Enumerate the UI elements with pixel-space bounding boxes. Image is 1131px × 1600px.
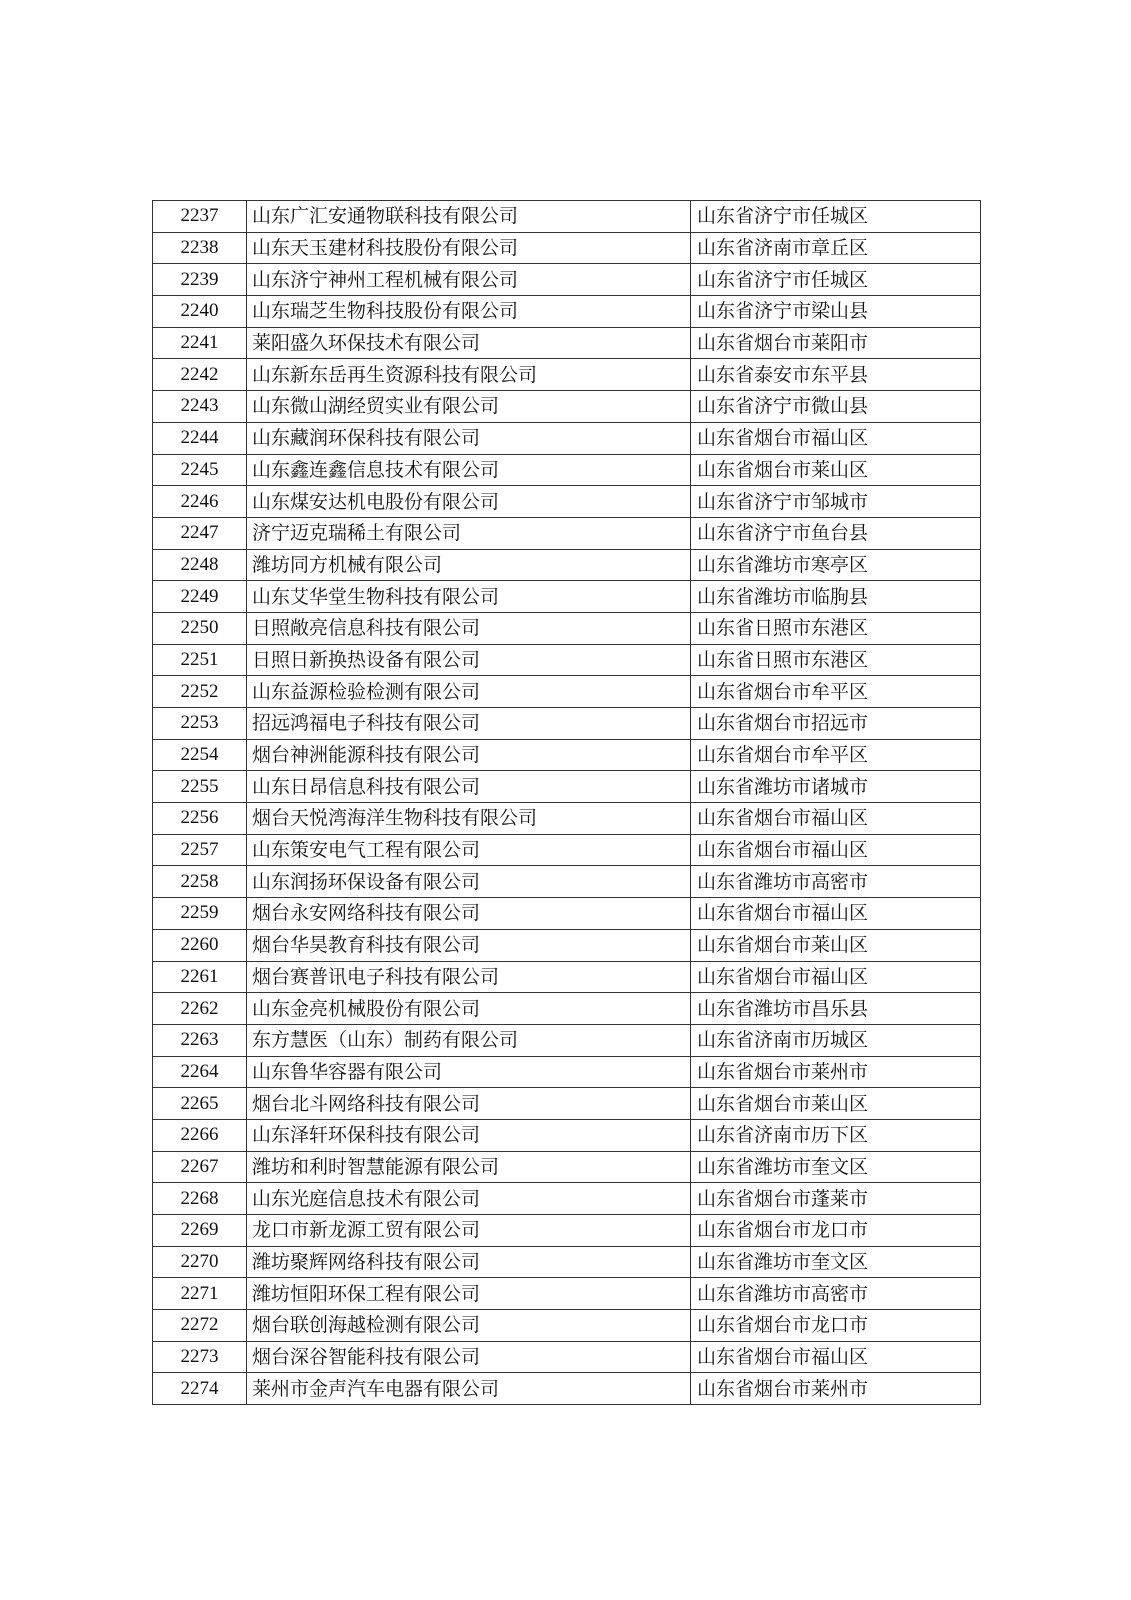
location-cell: 山东省济宁市鱼台县 [691, 517, 981, 549]
location-cell: 山东省济南市历下区 [691, 1119, 981, 1151]
location-cell: 山东省潍坊市高密市 [691, 866, 981, 898]
table-row [153, 771, 981, 803]
table-row [153, 264, 981, 296]
row-number-cell: 2252 [153, 676, 247, 708]
company-name-cell: 烟台神洲能源科技有限公司 [247, 739, 691, 771]
row-number-cell: 2254 [153, 739, 247, 771]
company-name-cell: 烟台永安网络科技有限公司 [247, 898, 691, 930]
company-name-cell: 山东艾华堂生物科技有限公司 [247, 581, 691, 613]
location-cell: 山东省潍坊市寒亭区 [691, 549, 981, 581]
company-name-cell: 潍坊和利时智慧能源有限公司 [247, 1151, 691, 1183]
company-name-cell: 山东鑫连鑫信息技术有限公司 [247, 454, 691, 486]
company-name-cell: 招远鸿福电子科技有限公司 [247, 708, 691, 740]
table-row [153, 201, 981, 233]
table-row [153, 961, 981, 993]
row-number-cell: 2259 [153, 898, 247, 930]
company-name-cell: 山东益源检验检测有限公司 [247, 676, 691, 708]
location-cell: 山东省烟台市莱阳市 [691, 327, 981, 359]
location-cell: 山东省济宁市微山县 [691, 391, 981, 423]
row-number-cell: 2268 [153, 1183, 247, 1215]
table-row [153, 676, 981, 708]
company-name-cell: 莱州市金声汽车电器有限公司 [247, 1373, 691, 1405]
row-number-cell: 2243 [153, 391, 247, 423]
table-row [153, 1056, 981, 1088]
table-row [153, 803, 981, 835]
table-row [153, 1310, 981, 1342]
table-row [153, 1278, 981, 1310]
row-number-cell: 2271 [153, 1278, 247, 1310]
location-cell: 山东省潍坊市奎文区 [691, 1246, 981, 1278]
company-name-cell: 烟台华昊教育科技有限公司 [247, 929, 691, 961]
row-number-cell: 2267 [153, 1151, 247, 1183]
row-number-cell: 2258 [153, 866, 247, 898]
row-number-cell: 2266 [153, 1119, 247, 1151]
company-name-cell: 烟台联创海越检测有限公司 [247, 1310, 691, 1342]
location-cell: 山东省济南市章丘区 [691, 232, 981, 264]
row-number-cell: 2246 [153, 486, 247, 518]
location-cell: 山东省济南市历城区 [691, 1024, 981, 1056]
row-number-cell: 2269 [153, 1215, 247, 1247]
table-row [153, 296, 981, 328]
table-row [153, 1215, 981, 1247]
location-cell: 山东省烟台市福山区 [691, 834, 981, 866]
row-number-cell: 2240 [153, 296, 247, 328]
company-name-cell: 日照日新换热设备有限公司 [247, 644, 691, 676]
location-cell: 山东省泰安市东平县 [691, 359, 981, 391]
row-number-cell: 2253 [153, 708, 247, 740]
location-cell: 山东省潍坊市高密市 [691, 1278, 981, 1310]
location-cell: 山东省烟台市福山区 [691, 1341, 981, 1373]
company-name-cell: 烟台赛普讯电子科技有限公司 [247, 961, 691, 993]
row-number-cell: 2270 [153, 1246, 247, 1278]
row-number-cell: 2263 [153, 1024, 247, 1056]
location-cell: 山东省济宁市梁山县 [691, 296, 981, 328]
row-number-cell: 2257 [153, 834, 247, 866]
location-cell: 山东省潍坊市临朐县 [691, 581, 981, 613]
row-number-cell: 2238 [153, 232, 247, 264]
location-cell: 山东省日照市东港区 [691, 612, 981, 644]
company-list-table [152, 200, 981, 1405]
company-name-cell: 烟台深谷智能科技有限公司 [247, 1341, 691, 1373]
location-cell: 山东省烟台市莱州市 [691, 1373, 981, 1405]
company-name-cell: 莱阳盛久环保技术有限公司 [247, 327, 691, 359]
row-number-cell: 2245 [153, 454, 247, 486]
company-name-cell: 山东鲁华容器有限公司 [247, 1056, 691, 1088]
table-row [153, 834, 981, 866]
location-cell: 山东省济宁市邹城市 [691, 486, 981, 518]
row-number-cell: 2255 [153, 771, 247, 803]
company-name-cell: 山东瑞芝生物科技股份有限公司 [247, 296, 691, 328]
row-number-cell: 2242 [153, 359, 247, 391]
table-row [153, 1119, 981, 1151]
table-row [153, 644, 981, 676]
row-number-cell: 2272 [153, 1310, 247, 1342]
location-cell: 山东省烟台市龙口市 [691, 1310, 981, 1342]
table-row [153, 929, 981, 961]
company-name-cell: 烟台北斗网络科技有限公司 [247, 1088, 691, 1120]
table-row [153, 1024, 981, 1056]
location-cell: 山东省烟台市莱州市 [691, 1056, 981, 1088]
company-name-cell: 山东天玉建材科技股份有限公司 [247, 232, 691, 264]
company-name-cell: 山东广汇安通物联科技有限公司 [247, 201, 691, 233]
row-number-cell: 2251 [153, 644, 247, 676]
table-row [153, 422, 981, 454]
row-number-cell: 2237 [153, 201, 247, 233]
company-name-cell: 东方慧医（山东）制药有限公司 [247, 1024, 691, 1056]
row-number-cell: 2248 [153, 549, 247, 581]
location-cell: 山东省烟台市牟平区 [691, 739, 981, 771]
table-row [153, 327, 981, 359]
company-name-cell: 山东藏润环保科技有限公司 [247, 422, 691, 454]
table-row [153, 1183, 981, 1215]
location-cell: 山东省日照市东港区 [691, 644, 981, 676]
table-row [153, 898, 981, 930]
row-number-cell: 2241 [153, 327, 247, 359]
location-cell: 山东省烟台市招远市 [691, 708, 981, 740]
table-row [153, 1341, 981, 1373]
row-number-cell: 2256 [153, 803, 247, 835]
row-number-cell: 2265 [153, 1088, 247, 1120]
table-row [153, 232, 981, 264]
company-name-cell: 济宁迈克瑞稀土有限公司 [247, 517, 691, 549]
company-name-cell: 山东泽轩环保科技有限公司 [247, 1119, 691, 1151]
table-row [153, 739, 981, 771]
table-row [153, 581, 981, 613]
location-cell: 山东省烟台市福山区 [691, 803, 981, 835]
company-name-cell: 潍坊聚辉网络科技有限公司 [247, 1246, 691, 1278]
company-name-cell: 日照敞亮信息科技有限公司 [247, 612, 691, 644]
table-row [153, 486, 981, 518]
company-name-cell: 山东日昂信息科技有限公司 [247, 771, 691, 803]
row-number-cell: 2260 [153, 929, 247, 961]
table-row [153, 454, 981, 486]
location-cell: 山东省烟台市福山区 [691, 898, 981, 930]
company-name-cell: 烟台天悦湾海洋生物科技有限公司 [247, 803, 691, 835]
company-name-cell: 山东微山湖经贸实业有限公司 [247, 391, 691, 423]
table-row [153, 612, 981, 644]
location-cell: 山东省烟台市莱山区 [691, 454, 981, 486]
table-row [153, 1151, 981, 1183]
row-number-cell: 2249 [153, 581, 247, 613]
company-name-cell: 山东金亮机械股份有限公司 [247, 993, 691, 1025]
row-number-cell: 2274 [153, 1373, 247, 1405]
row-number-cell: 2239 [153, 264, 247, 296]
table-row [153, 1088, 981, 1120]
table-row [153, 708, 981, 740]
location-cell: 山东省烟台市牟平区 [691, 676, 981, 708]
table-row [153, 549, 981, 581]
table-row [153, 866, 981, 898]
company-list-body [153, 201, 981, 1405]
location-cell: 山东省济宁市任城区 [691, 201, 981, 233]
location-cell: 山东省烟台市福山区 [691, 422, 981, 454]
company-name-cell: 龙口市新龙源工贸有限公司 [247, 1215, 691, 1247]
row-number-cell: 2244 [153, 422, 247, 454]
table-row [153, 993, 981, 1025]
location-cell: 山东省烟台市蓬莱市 [691, 1183, 981, 1215]
location-cell: 山东省济宁市任城区 [691, 264, 981, 296]
row-number-cell: 2273 [153, 1341, 247, 1373]
table-row [153, 1246, 981, 1278]
location-cell: 山东省潍坊市诸城市 [691, 771, 981, 803]
company-name-cell: 山东新东岳再生资源科技有限公司 [247, 359, 691, 391]
company-name-cell: 山东济宁神州工程机械有限公司 [247, 264, 691, 296]
location-cell: 山东省烟台市福山区 [691, 961, 981, 993]
company-name-cell: 山东策安电气工程有限公司 [247, 834, 691, 866]
row-number-cell: 2247 [153, 517, 247, 549]
company-name-cell: 山东煤安达机电股份有限公司 [247, 486, 691, 518]
company-name-cell: 山东润扬环保设备有限公司 [247, 866, 691, 898]
location-cell: 山东省潍坊市昌乐县 [691, 993, 981, 1025]
row-number-cell: 2250 [153, 612, 247, 644]
location-cell: 山东省潍坊市奎文区 [691, 1151, 981, 1183]
row-number-cell: 2264 [153, 1056, 247, 1088]
company-name-cell: 山东光庭信息技术有限公司 [247, 1183, 691, 1215]
row-number-cell: 2262 [153, 993, 247, 1025]
table-row [153, 391, 981, 423]
location-cell: 山东省烟台市莱山区 [691, 929, 981, 961]
table-row [153, 1373, 981, 1405]
company-name-cell: 潍坊同方机械有限公司 [247, 549, 691, 581]
location-cell: 山东省烟台市莱山区 [691, 1088, 981, 1120]
location-cell: 山东省烟台市龙口市 [691, 1215, 981, 1247]
table-row [153, 517, 981, 549]
row-number-cell: 2261 [153, 961, 247, 993]
company-name-cell: 潍坊恒阳环保工程有限公司 [247, 1278, 691, 1310]
table-row [153, 359, 981, 391]
